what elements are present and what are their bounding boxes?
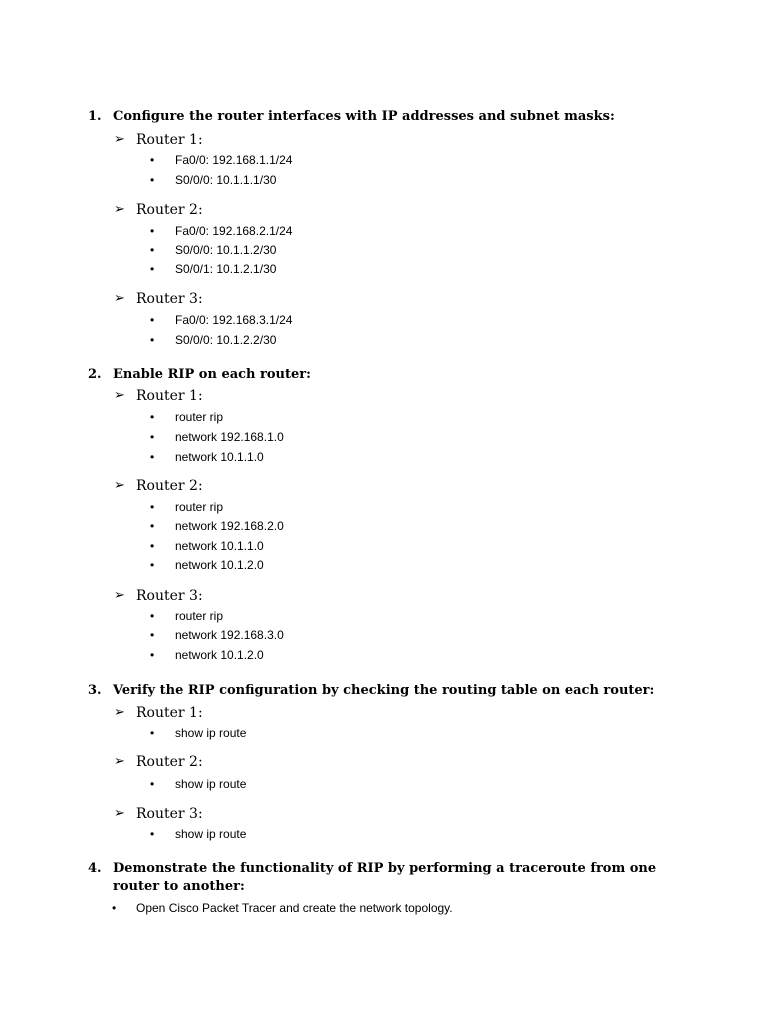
arrow-bullet-icon: ➢ xyxy=(114,806,125,821)
bullet-icon: • xyxy=(150,313,155,327)
step-number: 4. xyxy=(88,861,102,876)
bullet-icon: • xyxy=(150,333,155,347)
bullet-icon: • xyxy=(150,262,155,276)
router-label: Router 3: xyxy=(136,588,203,604)
bullet-icon: • xyxy=(150,609,155,623)
step-number: 1. xyxy=(88,109,102,124)
bullet-icon: • xyxy=(150,243,155,257)
router-label: Router 2: xyxy=(136,754,203,770)
router-label: Router 2: xyxy=(136,478,203,494)
arrow-bullet-icon: ➢ xyxy=(114,754,125,769)
bullet-icon: • xyxy=(150,539,155,553)
step-title: Configure the router interfaces with IP addresses and subnet masks: xyxy=(113,109,615,124)
bullet-icon: • xyxy=(112,901,117,915)
bullet-icon: • xyxy=(150,430,155,444)
arrow-bullet-icon: ➢ xyxy=(114,588,125,603)
router-label: Router 1: xyxy=(136,388,203,404)
step-number: 2. xyxy=(88,367,102,382)
step-title: Enable RIP on each router: xyxy=(113,367,311,382)
bullet-icon: • xyxy=(150,500,155,514)
bullet-icon: • xyxy=(150,827,155,841)
step-number: 3. xyxy=(88,683,102,698)
router-label: Router 1: xyxy=(136,705,203,721)
arrow-bullet-icon: ➢ xyxy=(114,478,125,493)
bullet-icon: • xyxy=(150,410,155,424)
router-label: Router 3: xyxy=(136,291,203,307)
bullet-icon: • xyxy=(150,726,155,740)
step-title: Verify the RIP configuration by checking the routing table on each router: xyxy=(113,683,655,698)
bullet-icon: • xyxy=(150,628,155,642)
router-label: Router 2: xyxy=(136,202,203,218)
arrow-bullet-icon: ➢ xyxy=(114,291,125,306)
router-label: Router 1: xyxy=(136,132,203,148)
bullet-icon: • xyxy=(150,648,155,662)
final-bullet-text: Open Cisco Packet Tracer and create the network topology. xyxy=(136,901,453,915)
bullet-icon: • xyxy=(150,519,155,533)
arrow-bullet-icon: ➢ xyxy=(114,705,125,720)
bullet-icon: • xyxy=(150,153,155,167)
bullet-icon: • xyxy=(150,173,155,187)
arrow-bullet-icon: ➢ xyxy=(114,388,125,403)
arrow-bullet-icon: ➢ xyxy=(114,202,125,217)
bullet-icon: • xyxy=(150,777,155,791)
router-label: Router 3: xyxy=(136,806,203,822)
bullet-icon: • xyxy=(150,558,155,572)
bullet-icon: • xyxy=(150,224,155,238)
arrow-bullet-icon: ➢ xyxy=(114,132,125,147)
bullet-icon: • xyxy=(150,450,155,464)
step-title: Demonstrate the functionality of RIP by performing a traceroute from one router to another: xyxy=(113,861,657,894)
